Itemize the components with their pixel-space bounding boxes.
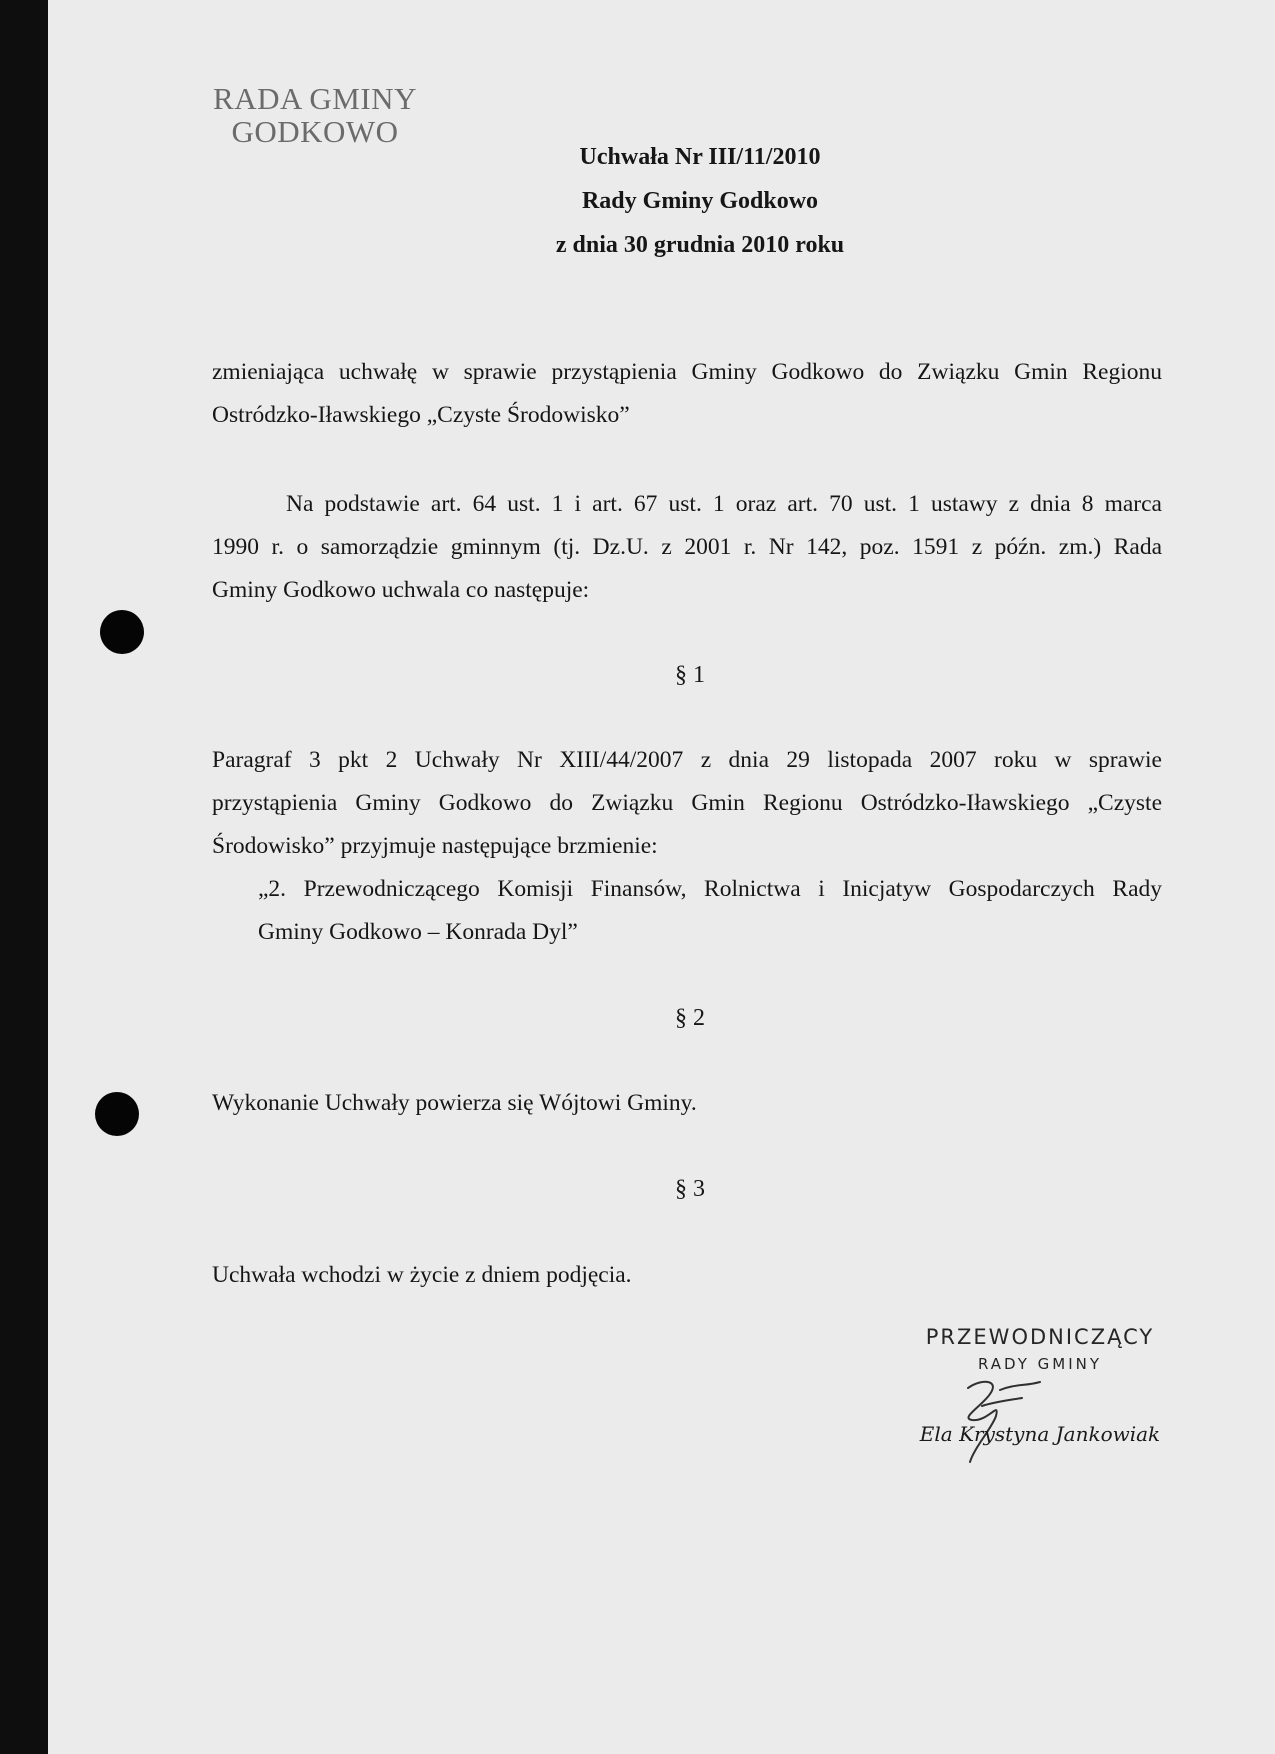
handwritten-signature bbox=[930, 1370, 1070, 1470]
council-stamp-line1: RADA GMINY bbox=[213, 81, 417, 116]
section-1-line-3: Środowisko” przyjmuje następujące brzmienie: bbox=[212, 833, 658, 859]
resolution-date: z dnia 30 grudnia 2010 roku bbox=[555, 232, 845, 258]
section-1-line-1: Paragraf 3 pkt 2 Uchwały Nr XIII/44/2007 z dnia 29 listopada 2007 roku w sprawie bbox=[212, 747, 1162, 773]
section-2-heading: § 2 bbox=[675, 1005, 705, 1031]
chairman-stamp-subtitle: RADY GMINY bbox=[977, 1355, 1103, 1373]
section-1-line-2: przystąpienia Gminy Godkowo do Związku Gmin Regionu Ostródzko-Iławskiego „Czyste bbox=[212, 790, 1162, 816]
section-1-heading: § 1 bbox=[675, 662, 705, 688]
chairman-name: Ela Krystyna Jankowiak bbox=[919, 1422, 1161, 1446]
resolution-number: Uchwała Nr III/11/2010 bbox=[579, 144, 821, 170]
preamble-line-2: 1990 r. o samorządzie gminnym (tj. Dz.U. z 2001 r. Nr 142, poz. 1591 z późn. zm.) Rada bbox=[212, 534, 1162, 560]
council-stamp-line2: GODKOWO bbox=[231, 114, 399, 149]
subject-line-1: zmieniająca uchwałę w sprawie przystąpienia Gminy Godkowo do Związku Gmin Regionu bbox=[212, 359, 1162, 385]
punch-hole-bottom bbox=[95, 1092, 139, 1136]
chairman-stamp-title: PRZEWODNICZĄCY bbox=[925, 1325, 1155, 1349]
preamble-line-1: Na podstawie art. 64 ust. 1 i art. 67 ust. 1 oraz art. 70 ust. 1 ustawy z dnia 8 marca bbox=[286, 491, 1162, 517]
section-2-text: Wykonanie Uchwały powierza się Wójtowi Gminy. bbox=[212, 1090, 697, 1116]
preamble-line-3: Gminy Godkowo uchwala co następuje: bbox=[212, 577, 590, 603]
subject-line-2: Ostródzko-Iławskiego „Czyste Środowisko” bbox=[212, 402, 630, 428]
punch-hole-top bbox=[100, 610, 144, 654]
section-3-text: Uchwała wchodzi w życie z dniem podjęcia. bbox=[212, 1262, 632, 1288]
section-1-quote-line-2: Gminy Godkowo – Konrada Dyl” bbox=[258, 919, 578, 945]
scan-edge bbox=[0, 0, 48, 1754]
resolution-council: Rady Gminy Godkowo bbox=[581, 188, 819, 214]
council-header-stamp bbox=[200, 82, 430, 148]
section-3-heading: § 3 bbox=[675, 1176, 705, 1202]
section-1-quote-line-1: „2. Przewodniczącego Komisji Finansów, Rolnictwa i Inicjatyw Gospodarczych Rady bbox=[258, 876, 1162, 902]
